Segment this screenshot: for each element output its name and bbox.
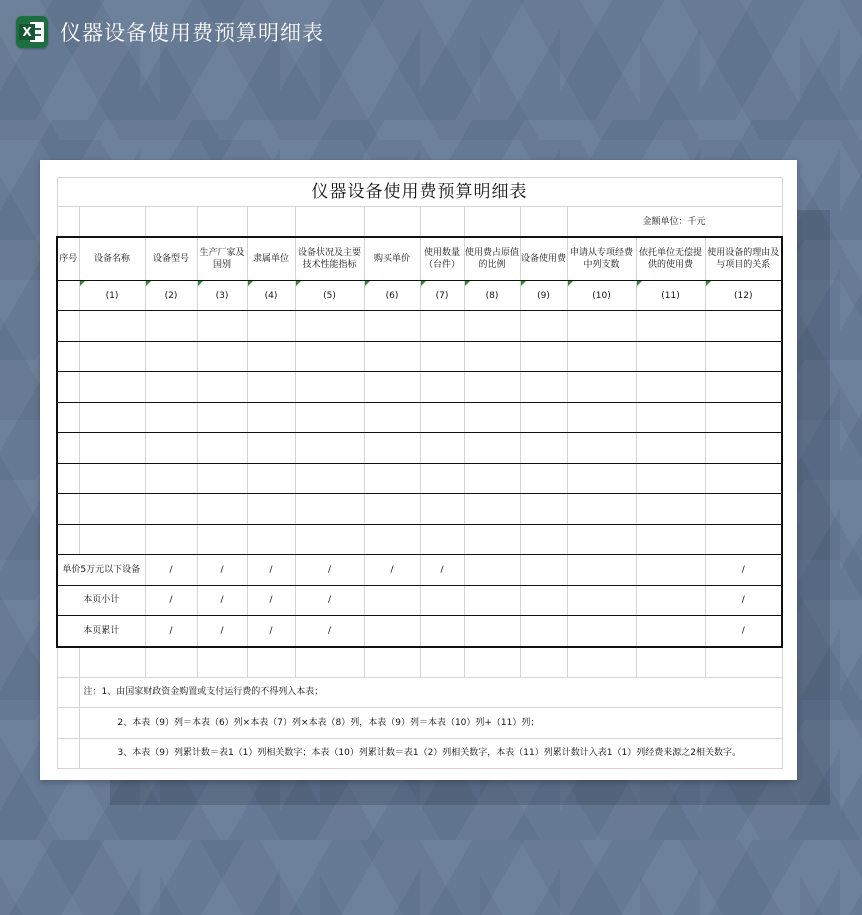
cell[interactable] xyxy=(705,524,782,555)
summary-cell[interactable]: / xyxy=(197,616,247,647)
summary-cell[interactable]: / xyxy=(197,585,247,616)
cell[interactable] xyxy=(464,433,520,464)
budget-table xyxy=(56,177,783,769)
cell[interactable] xyxy=(145,494,197,525)
cell[interactable] xyxy=(636,647,705,678)
cell[interactable] xyxy=(57,738,79,769)
cell[interactable] xyxy=(364,402,420,433)
cell[interactable] xyxy=(57,677,79,708)
summary-cell[interactable]: / xyxy=(145,555,197,586)
cell[interactable] xyxy=(79,207,145,238)
cell[interactable] xyxy=(420,402,464,433)
cell[interactable] xyxy=(197,524,247,555)
cell[interactable] xyxy=(464,311,520,342)
cell[interactable] xyxy=(705,311,782,342)
cell[interactable] xyxy=(464,341,520,372)
cell[interactable] xyxy=(705,341,782,372)
summary-cell[interactable] xyxy=(464,555,520,586)
cell[interactable] xyxy=(197,647,247,678)
cell[interactable] xyxy=(567,463,636,494)
header-cell[interactable]: 设备型号 xyxy=(145,237,197,281)
summary-cell[interactable] xyxy=(364,585,420,616)
cell[interactable] xyxy=(57,708,79,739)
cell[interactable] xyxy=(705,402,782,433)
cell[interactable] xyxy=(420,341,464,372)
cell[interactable] xyxy=(79,463,145,494)
cell[interactable] xyxy=(636,372,705,403)
cell[interactable] xyxy=(636,463,705,494)
cell[interactable] xyxy=(364,311,420,342)
summary-cell[interactable]: / xyxy=(705,616,782,647)
cell[interactable] xyxy=(420,494,464,525)
header-cell[interactable]: 购买单价 xyxy=(364,237,420,281)
cell[interactable] xyxy=(57,402,79,433)
cell[interactable] xyxy=(247,207,295,238)
summary-cell[interactable] xyxy=(364,616,420,647)
header-cell[interactable]: 使用设备的理由及与项目的关系 xyxy=(705,237,782,281)
header-cell[interactable]: 使用数量（台件） xyxy=(420,237,464,281)
cell[interactable] xyxy=(520,341,567,372)
cell[interactable] xyxy=(247,463,295,494)
cell[interactable] xyxy=(145,311,197,342)
cell[interactable] xyxy=(247,311,295,342)
summary-cell[interactable] xyxy=(636,616,705,647)
summary-cell[interactable] xyxy=(567,555,636,586)
cell[interactable] xyxy=(57,463,79,494)
cell[interactable] xyxy=(79,494,145,525)
cell[interactable] xyxy=(79,311,145,342)
cell[interactable] xyxy=(705,494,782,525)
cell[interactable] xyxy=(79,341,145,372)
cell[interactable] xyxy=(79,372,145,403)
table-row xyxy=(57,402,782,433)
summary-cell[interactable] xyxy=(567,585,636,616)
cell[interactable] xyxy=(57,281,79,311)
cell[interactable] xyxy=(247,494,295,525)
note-line-2[interactable]: 2、本表（9）列＝本表（6）列×本表（7）列×本表（8）列，本表（9）列＝本表（10）列+（11）列； xyxy=(79,708,782,739)
header-cell[interactable]: 设备状况及主要技术性能指标 xyxy=(295,237,364,281)
cell[interactable] xyxy=(57,433,79,464)
note-line-1[interactable]: 注：1、由国家财政资金购置或支付运行费的不得列入本表； xyxy=(79,677,782,708)
cell[interactable] xyxy=(420,524,464,555)
cell[interactable] xyxy=(247,647,295,678)
cell[interactable] xyxy=(197,463,247,494)
cell[interactable] xyxy=(420,372,464,403)
cell[interactable] xyxy=(145,372,197,403)
summary-cell[interactable]: / xyxy=(247,585,295,616)
cell[interactable] xyxy=(464,647,520,678)
cell[interactable] xyxy=(145,647,197,678)
cell[interactable] xyxy=(145,402,197,433)
sheet-title[interactable]: 仪器设备使用费预算明细表 xyxy=(57,178,782,207)
column-number-cell[interactable]: (3) xyxy=(197,281,247,311)
summary-cell[interactable]: / xyxy=(295,585,364,616)
summary-cell[interactable]: / xyxy=(364,555,420,586)
cell[interactable] xyxy=(464,207,520,238)
cell[interactable] xyxy=(636,494,705,525)
cell[interactable] xyxy=(420,647,464,678)
cell[interactable] xyxy=(567,524,636,555)
cell[interactable] xyxy=(567,311,636,342)
cell[interactable] xyxy=(247,524,295,555)
header-cell[interactable]: 设备使用费 xyxy=(520,237,567,281)
column-number-cell[interactable]: (6) xyxy=(364,281,420,311)
summary-label[interactable]: 本页累计 xyxy=(57,616,145,647)
table-row xyxy=(57,311,782,342)
cell[interactable] xyxy=(520,402,567,433)
summary-cell[interactable]: / xyxy=(247,555,295,586)
summary-cell[interactable] xyxy=(636,555,705,586)
column-number-cell[interactable]: (8) xyxy=(464,281,520,311)
cell[interactable] xyxy=(705,433,782,464)
cell[interactable] xyxy=(520,372,567,403)
cell[interactable] xyxy=(197,372,247,403)
cell[interactable] xyxy=(567,433,636,464)
cell[interactable] xyxy=(295,647,364,678)
cell[interactable] xyxy=(79,433,145,464)
summary-cell[interactable]: / xyxy=(247,616,295,647)
cell[interactable] xyxy=(705,647,782,678)
cell[interactable] xyxy=(295,494,364,525)
cell[interactable] xyxy=(636,433,705,464)
table-row xyxy=(57,372,782,403)
summary-cell[interactable]: / xyxy=(295,616,364,647)
cell[interactable] xyxy=(197,311,247,342)
summary-label[interactable]: 本页小计 xyxy=(57,585,145,616)
cell[interactable] xyxy=(295,311,364,342)
summary-cell[interactable]: / xyxy=(197,555,247,586)
cell[interactable] xyxy=(636,524,705,555)
cell[interactable] xyxy=(295,372,364,403)
table-row xyxy=(57,433,782,464)
summary-cell[interactable]: / xyxy=(705,585,782,616)
data-rows xyxy=(57,311,782,555)
cell[interactable] xyxy=(364,463,420,494)
cell[interactable] xyxy=(57,207,79,238)
cell[interactable] xyxy=(57,341,79,372)
cell[interactable] xyxy=(364,207,420,238)
app-header xyxy=(16,14,324,50)
spreadsheet-sheet xyxy=(40,160,797,780)
summary-cell[interactable] xyxy=(520,585,567,616)
cell[interactable] xyxy=(705,463,782,494)
cell[interactable] xyxy=(57,647,79,678)
cell[interactable] xyxy=(145,207,197,238)
cell[interactable] xyxy=(79,647,145,678)
summary-cell[interactable] xyxy=(520,616,567,647)
cell[interactable] xyxy=(57,524,79,555)
cell[interactable] xyxy=(520,207,567,238)
column-number-cell[interactable]: (4) xyxy=(247,281,295,311)
column-number-cell[interactable]: (7) xyxy=(420,281,464,311)
cell[interactable] xyxy=(197,494,247,525)
cell[interactable] xyxy=(636,341,705,372)
cell[interactable] xyxy=(247,341,295,372)
cell[interactable] xyxy=(364,494,420,525)
cell[interactable] xyxy=(295,524,364,555)
summary-cell[interactable]: / xyxy=(295,555,364,586)
cell[interactable] xyxy=(247,372,295,403)
cell[interactable] xyxy=(79,402,145,433)
cell[interactable] xyxy=(247,433,295,464)
cell[interactable] xyxy=(295,463,364,494)
summary-label[interactable]: 单价5万元以下设备 xyxy=(57,555,145,586)
cell[interactable] xyxy=(145,524,197,555)
table-row xyxy=(57,524,782,555)
table-row xyxy=(57,647,782,678)
cell[interactable] xyxy=(197,207,247,238)
cell[interactable] xyxy=(464,463,520,494)
cell[interactable] xyxy=(295,433,364,464)
column-number-cell[interactable]: (2) xyxy=(145,281,197,311)
note-line-3[interactable]: 3、本表（9）列累计数＝表1（1）列相关数字；本表（10）列累计数＝表1（2）列相关数字，本表（11）列累计数计入表1（1）列经费来源之2相关数字。 xyxy=(79,738,782,769)
summary-cell[interactable] xyxy=(464,585,520,616)
table-row xyxy=(57,494,782,525)
cell[interactable] xyxy=(364,647,420,678)
cell[interactable] xyxy=(464,402,520,433)
summary-cell[interactable] xyxy=(520,555,567,586)
cell[interactable] xyxy=(295,207,364,238)
column-number-cell[interactable]: (1) xyxy=(79,281,145,311)
cell[interactable] xyxy=(420,311,464,342)
cell[interactable] xyxy=(567,402,636,433)
cell[interactable] xyxy=(567,647,636,678)
cell[interactable] xyxy=(636,311,705,342)
cell[interactable] xyxy=(145,433,197,464)
cell[interactable] xyxy=(567,341,636,372)
cell[interactable] xyxy=(464,494,520,525)
cell[interactable] xyxy=(79,524,145,555)
summary-cell[interactable] xyxy=(420,616,464,647)
cell[interactable] xyxy=(520,647,567,678)
cell[interactable] xyxy=(197,433,247,464)
cell[interactable] xyxy=(57,494,79,525)
cell[interactable] xyxy=(464,372,520,403)
column-number-cell[interactable]: (5) xyxy=(295,281,364,311)
cell[interactable] xyxy=(197,341,247,372)
cell[interactable] xyxy=(57,372,79,403)
cell[interactable] xyxy=(295,402,364,433)
summary-cell[interactable]: / xyxy=(705,555,782,586)
cell[interactable] xyxy=(520,311,567,342)
cell[interactable] xyxy=(567,372,636,403)
cell[interactable] xyxy=(364,372,420,403)
cell[interactable] xyxy=(636,402,705,433)
summary-cell[interactable]: / xyxy=(420,555,464,586)
cell[interactable] xyxy=(145,463,197,494)
header-cell[interactable]: 隶属单位 xyxy=(247,237,295,281)
summary-cell[interactable]: / xyxy=(145,585,197,616)
cell[interactable] xyxy=(57,311,79,342)
header-cell[interactable]: 生产厂家及国别 xyxy=(197,237,247,281)
summary-cell[interactable]: / xyxy=(145,616,197,647)
cell[interactable] xyxy=(520,494,567,525)
header-cell[interactable]: 申请从专项经费中列支数 xyxy=(567,237,636,281)
cell[interactable] xyxy=(364,433,420,464)
cell[interactable] xyxy=(420,207,464,238)
header-cell[interactable]: 依托单位无偿提供的使用费 xyxy=(636,237,705,281)
summary-cell[interactable] xyxy=(464,616,520,647)
summary-cell[interactable] xyxy=(420,585,464,616)
table-row xyxy=(57,341,782,372)
header-cell[interactable]: 设备名称 xyxy=(79,237,145,281)
excel-icon: X xyxy=(16,16,48,48)
cell[interactable] xyxy=(520,524,567,555)
column-number-cell[interactable]: (10) xyxy=(567,281,636,311)
cell[interactable] xyxy=(295,341,364,372)
column-number-cell[interactable]: (12) xyxy=(705,281,782,311)
cell[interactable] xyxy=(247,402,295,433)
cell[interactable] xyxy=(705,372,782,403)
cell[interactable] xyxy=(364,524,420,555)
cell[interactable] xyxy=(520,433,567,464)
cell[interactable] xyxy=(420,433,464,464)
cell[interactable] xyxy=(520,463,567,494)
cell[interactable] xyxy=(464,524,520,555)
cell[interactable] xyxy=(364,341,420,372)
cell[interactable] xyxy=(145,341,197,372)
cell[interactable] xyxy=(567,494,636,525)
table-row xyxy=(57,463,782,494)
summary-cell[interactable] xyxy=(636,585,705,616)
app-title: 仪器设备使用费预算明细表 xyxy=(60,21,324,45)
cell[interactable] xyxy=(420,463,464,494)
column-number-cell[interactable]: (11) xyxy=(636,281,705,311)
header-cell[interactable]: 序号 xyxy=(57,237,79,281)
cell[interactable] xyxy=(197,402,247,433)
summary-cell[interactable] xyxy=(567,616,636,647)
column-number-cell[interactable]: (9) xyxy=(520,281,567,311)
header-cell[interactable]: 使用费占原值的比例 xyxy=(464,237,520,281)
amount-unit-label[interactable]: 金额单位：千元 xyxy=(567,207,782,238)
